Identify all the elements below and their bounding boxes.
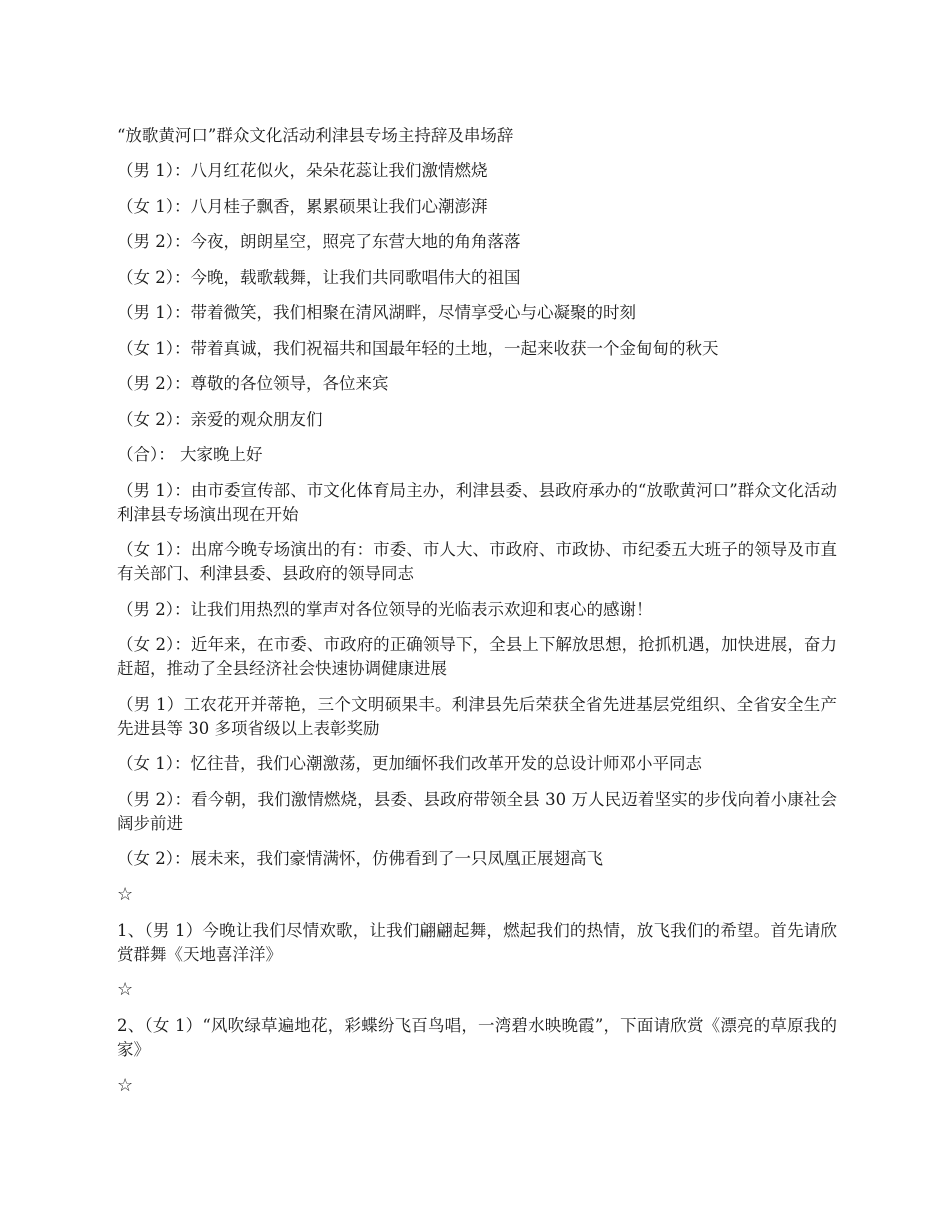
dialogue-line: （女 2）：今晚，载歌载舞，让我们共同歌唱伟大的祖国 <box>117 267 521 287</box>
dialogue-line: （男 1）：带着微笑，我们相聚在清风湖畔，尽情享受心与心凝聚的时刻 <box>117 303 636 322</box>
star-separator: ☆ <box>117 979 134 1000</box>
dialogue-line: （男 2）：看今朝，我们激情燃烧，县委、县政府带领全县 30 万人民迈着坚实的步伐向着小康社会阔步前进 <box>117 789 837 833</box>
program-item: 2、（女 1）“风吹绿草遍地花，彩蝶纷飞百鸟唱，一湾碧水映晚霞”，下面请欣赏《漂亮的草原我的家》 <box>117 1016 837 1059</box>
dialogue-line: （女 1）：带着真诚，我们祝福共和国最年轻的土地，一起来收获一个金甸甸的秋天 <box>117 338 719 358</box>
document-title: “放歌黄河口”群众文化活动利津县专场主持辞及串场辞 <box>117 126 514 145</box>
dialogue-line: （女 2）：亲爱的观众朋友们 <box>117 409 323 429</box>
star-separator: ☆ <box>117 1074 134 1096</box>
star-separator: ☆ <box>117 883 134 905</box>
dialogue-line: （合）： 大家晚上好 <box>117 445 263 464</box>
dialogue-line: （男 2）：尊敬的各位领导，各位来宾 <box>117 374 389 393</box>
dialogue-line: （女 1）：八月桂子飘香，累累硕果让我们心潮澎湃 <box>117 196 488 216</box>
dialogue-line: （男 2）：让我们用热烈的掌声对各位领导的光临表示欢迎和衷心的感谢！ <box>117 599 653 619</box>
dialogue-line: （女 2）：近年来，在市委、市政府的正确领导下，全县上下解放思想，抢抓机遇，加快进展，奋力赶超，推动了全县经济社会快速协调健康进展 <box>117 635 837 678</box>
dialogue-line: （男 1）：由市委宣传部、市文化体育局主办，利津县委、县政府承办的“放歌黄河口”群众文化活动利津县专场演出现在开始 <box>117 480 837 524</box>
dialogue-line: （男 1）工农花开并蒂艳，三个文明硕果丰。利津县先后荣获全省先进基层党组织、全省安全生产先进县等 30 多项省级以上表彰奖励 <box>117 694 837 738</box>
dialogue-line: （女 1）：忆往昔，我们心潮激荡，更加缅怀我们改革开发的总设计师邓小平同志 <box>117 754 702 773</box>
program-item: 1、（男 1）今晚让我们尽情欢歌，让我们翩翩起舞，燃起我们的热情，放飞我们的希望。首先请欣赏群舞《天地喜洋洋》 <box>117 920 837 964</box>
dialogue-line: （女 2）：展未来，我们豪情满怀，仿佛看到了一只凤凰正展翅高飞 <box>117 849 603 868</box>
document-page <box>117 123 837 1110</box>
dialogue-line: （女 1）：出席今晚专场演出的有：市委、市人大、市政府、市政协、市纪委五大班子的领导及市直有关部门、利津县委、县政府的领导同志 <box>117 540 837 583</box>
dialogue-line: （男 2）：今夜，朗朗星空，照亮了东营大地的角角落落 <box>117 232 521 251</box>
dialogue-line: （男 1）：八月红花似火，朵朵花蕊让我们激情燃烧 <box>117 161 488 180</box>
